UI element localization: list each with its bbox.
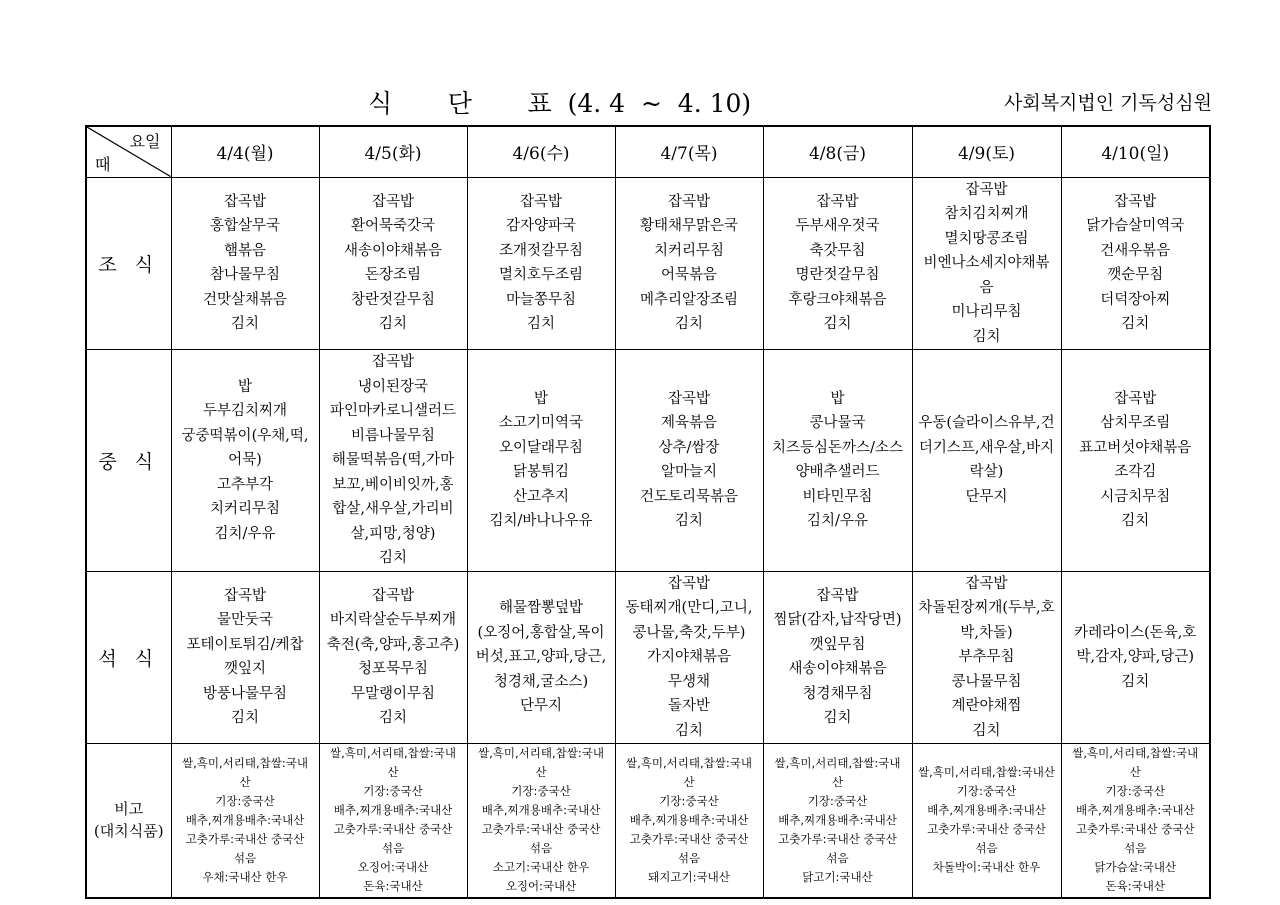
menu-item: 잡곡밥 (519, 193, 563, 210)
menu-item: 건새우볶음 (1100, 242, 1171, 259)
menu-item: 새송이야채볶음 (343, 242, 443, 259)
menu-item: 물만둣국 (216, 612, 274, 629)
menu-item: 방풍나물무침 (202, 685, 288, 702)
row-label-dinner: 석 식 (86, 571, 171, 744)
menu-cell (912, 571, 1061, 744)
origin-note-line: 기장:중국산 (807, 793, 868, 808)
menu-item: 김치 (1121, 316, 1150, 333)
menu-item: 김치 (526, 316, 555, 333)
origin-note-line: 돈육:국내산 (1105, 879, 1165, 894)
menu-item: 찜닭(감자,납작당면) (773, 612, 902, 629)
menu-item: 상추/쌈장 (658, 439, 720, 456)
menu-item: 계란야채찜 (951, 698, 1022, 714)
menu-item: 박,감자,양파,당근) (1076, 649, 1195, 665)
meal-time-label: 때 (95, 154, 111, 174)
origin-note-line: 기장:중국산 (659, 793, 719, 808)
menu-cell (171, 571, 319, 744)
menu-item: 차돌된장찌개(두부,호 (918, 600, 1055, 616)
menu-item: 조각김 (1114, 464, 1157, 481)
origin-note-line: 배추,찌개용배추:국내산 (927, 803, 1046, 818)
page-title: 식 단 표 (4. 4 ~ 4. 10) (368, 89, 752, 118)
menu-item: 김치/바나나우유 (489, 513, 593, 530)
menu-item: 시금치무침 (1100, 488, 1171, 505)
origin-note-line: 산 (239, 774, 251, 789)
menu-item: 잡곡밥 (1114, 193, 1157, 210)
notes-label-line: 비고 (114, 800, 144, 819)
origin-note-line: 쌀,흑미,서리태,찹쌀:국내 (330, 746, 456, 761)
menu-item: 삼치무조림 (1100, 415, 1171, 432)
menu-cell (1061, 177, 1210, 350)
menu-item: 마늘쫑무침 (505, 291, 577, 308)
origin-note-line: 돼지고기:국내산 (648, 869, 730, 884)
menu-item: 동태찌개(만디,고니, (625, 600, 753, 616)
menu-item: 밥 (533, 390, 548, 407)
menu-item: 건도토리묵볶음 (639, 488, 739, 505)
menu-item: 명란젓갈무침 (795, 267, 880, 284)
row-label-lunch: 중 식 (86, 350, 171, 572)
dinner-row (86, 571, 1210, 744)
corner-cell (86, 126, 171, 177)
menu-item: 오이달래무침 (498, 439, 584, 456)
menu-cell (763, 571, 912, 744)
day-header: 4/5(화) (319, 126, 467, 177)
origin-note-line: 쌀,흑미,서리태,찹쌀:국내 (1072, 746, 1199, 761)
origin-note-line: 산 (535, 765, 547, 780)
menu-item: 청경채무침 (802, 685, 873, 702)
menu-item: 닭가슴살미역국 (1086, 218, 1185, 235)
menu-item: 치즈등심돈까스/소스 (772, 439, 903, 456)
menu-item: 냉이된장국 (357, 378, 429, 395)
menu-item: 잡곡밥 (965, 181, 1008, 198)
menu-item: 잡곡밥 (223, 587, 267, 604)
menu-cell (171, 177, 319, 350)
menu-item: 밥 (830, 390, 845, 407)
menu-item: 잡곡밥 (223, 193, 267, 210)
origin-note-line: 쌀,흑미,서리태,찹쌀:국내 (774, 755, 901, 770)
menu-item: 잡곡밥 (371, 354, 415, 370)
menu-item: 잡곡밥 (371, 587, 415, 604)
menu-cell (171, 350, 319, 572)
origin-note-line: 닭가슴살:국내산 (1094, 860, 1177, 875)
menu-item: 햄볶음 (223, 242, 267, 259)
menu-item: 김치 (674, 513, 703, 530)
menu-item: 황태채무맑은국 (639, 218, 739, 235)
origin-note-line: 쌀,흑미,서리태,찹쌀:국내 (478, 746, 604, 761)
menu-item: 미나리무침 (951, 304, 1022, 320)
menu-item: 살,피망,청양) (350, 525, 436, 542)
menu-item: 콩나물국 (809, 415, 866, 432)
menu-item: 궁중떡볶이(우채,떡, (181, 427, 309, 444)
origin-note-line: 고춧가루:국내산 중국산 (927, 822, 1046, 837)
origin-note-cell (615, 744, 763, 898)
menu-item: 잡곡밥 (667, 390, 711, 407)
menu-item: 김치 (972, 328, 1001, 345)
menu-item: 김치 (378, 710, 407, 727)
menu-item: 깻잎지 (223, 661, 267, 678)
menu-item: 잡곡밥 (965, 575, 1008, 592)
origin-note-line: 오징어:국내산 (505, 879, 577, 894)
breakfast-row (86, 177, 1210, 350)
menu-item: 양배추샐러드 (795, 464, 880, 481)
menu-item: 고추부각 (216, 476, 274, 493)
menu-cell (319, 350, 467, 572)
notes-label-supplier: (대치식품) (93, 822, 164, 841)
menu-cell (1061, 571, 1210, 744)
menu-item: 잡곡밥 (667, 575, 711, 592)
origin-note-line: 쌀,흑미,서리태,찹쌀:국내 (182, 755, 308, 770)
menu-item: 해물떡볶음(떡,가마 (331, 452, 455, 468)
menu-item: 단무지 (519, 698, 563, 714)
menu-item: 비타민무침 (802, 488, 873, 505)
menu-item: 참치김치찌개 (944, 206, 1029, 222)
origin-note-line: 우채:국내산 한우 (202, 869, 288, 884)
menu-item: 홍합살무국 (209, 218, 281, 235)
origin-note-line: 기장:중국산 (363, 784, 423, 799)
menu-item: 우동(슬라이스유부,건 (918, 415, 1055, 432)
menu-item: 참나물무침 (209, 267, 281, 284)
menu-item: 음 (979, 279, 994, 296)
menu-item: 잡곡밥 (667, 193, 711, 210)
origin-note-line: 기장:중국산 (956, 784, 1017, 799)
origin-note-line: 배추,찌개용배추:국내산 (481, 803, 601, 818)
menu-item: 감자양파국 (505, 218, 577, 235)
menu-item: 축전(축,양파,홍고추) (326, 636, 460, 653)
menu-item: 산고추지 (512, 488, 570, 505)
menu-item: 두부김치찌개 (202, 403, 288, 419)
origin-note-line: 산 (831, 774, 844, 789)
origin-note-line: 고춧가루:국내산 중국산 (333, 822, 453, 837)
menu-item: 김치 (1121, 513, 1150, 530)
menu-item: 잡곡밥 (371, 193, 415, 210)
menu-item: 포테이토튀김/케찹 (186, 636, 304, 653)
menu-item: 청포묵무침 (357, 661, 429, 678)
menu-item: 잡곡밥 (816, 193, 859, 210)
menu-item: 잡곡밥 (1114, 390, 1157, 407)
origin-note-line: 차돌박이:국내산 한우 (932, 860, 1041, 875)
menu-item: 김치/우유 (807, 513, 868, 530)
menu-cell (467, 350, 615, 572)
menu-item: 김치 (823, 316, 852, 333)
origin-note-line: 섞음 (826, 850, 849, 865)
menu-item: 합살,새우살,가리비 (332, 501, 454, 517)
origin-note-line: 섞음 (381, 841, 405, 856)
origin-note-line: 고춧가루:국내산 중국산 (1075, 822, 1195, 837)
menu-cell (319, 177, 467, 350)
origin-note-line: 배추,찌개용배추:국내산 (185, 812, 305, 827)
origin-note-line: 오징어:국내산 (357, 860, 429, 875)
menu-item: 비름나물무침 (350, 427, 436, 444)
origin-note-line: 산 (387, 765, 399, 780)
day-header: 4/6(수) (467, 126, 615, 177)
origin-note-line: 소고기:국내산 한우 (492, 860, 590, 875)
menu-item: 멸치호두조림 (498, 267, 584, 284)
menu-item: 깻잎무침 (809, 636, 866, 653)
menu-item: 김치 (674, 316, 703, 333)
menu-cell (763, 350, 912, 572)
origin-note-line: 산 (683, 774, 695, 789)
menu-item: 치커리무침 (653, 242, 725, 259)
origin-note-line: 섞음 (529, 841, 553, 856)
organization-name: 사회복지법인 기독성심원 (1004, 92, 1212, 114)
menu-item: 김치 (972, 722, 1001, 739)
menu-item: 버섯,표고,양파,당근, (475, 649, 607, 665)
origin-note-line: 고춧가루:국내산 중국산 (778, 831, 897, 846)
menu-item: 무말랭이무침 (350, 685, 436, 702)
menu-item: 청경채,굴소스) (493, 673, 589, 690)
origin-note-line: 고춧가루:국내산 중국산 (629, 831, 749, 846)
origin-note-line: 쌀,흑미,서리태,찹쌀:국내 (626, 755, 752, 770)
origin-note-cell (319, 744, 467, 898)
menu-item: 어묵) (228, 452, 262, 468)
origin-note-line: 기장:중국산 (511, 784, 571, 799)
origin-note-line: 고춧가루:국내산 중국산 (185, 831, 305, 846)
menu-item: 김치 (378, 316, 407, 333)
menu-item: 치커리무침 (209, 501, 281, 517)
weekday-label: 요일 (129, 132, 161, 151)
menu-item: 김치 (823, 710, 852, 727)
menu-item: 무생채 (667, 673, 711, 690)
menu-item: 건맛살채볶음 (202, 291, 288, 308)
menu-item: 가지야채볶음 (646, 649, 732, 665)
menu-item: 콩나물무침 (951, 673, 1022, 690)
day-header: 4/4(월) (171, 126, 319, 177)
day-header: 4/8(금) (763, 126, 912, 177)
menu-item: 돌자반 (667, 698, 711, 714)
row-label-notes (86, 744, 171, 898)
menu-cell (467, 177, 615, 350)
origin-note-line: 배추,찌개용배추:국내산 (778, 812, 897, 827)
notes-row (86, 744, 1210, 898)
menu-item: (오징어,홍합살,목이 (477, 624, 605, 641)
origin-note-line: 쌀,흑미,서리태,찹쌀:국내산 (917, 765, 1056, 780)
origin-note-cell (467, 744, 615, 898)
origin-note-line: 배추,찌개용배추:국내산 (333, 803, 453, 818)
origin-note-line: 섞음 (677, 850, 701, 865)
menu-item: 어묵볶음 (660, 267, 718, 284)
row-label-breakfast: 조 식 (86, 177, 171, 350)
origin-note-line: 섞음 (975, 841, 998, 856)
menu-item: 바지락살순두부찌개 (329, 612, 457, 629)
menu-item: 김치 (230, 316, 259, 333)
menu-item: 김치/우유 (214, 525, 276, 542)
origin-note-line: 기장:중국산 (215, 793, 275, 808)
header-row (86, 126, 1210, 177)
menu-item: 해물짬뽕덮밥 (498, 600, 584, 616)
origin-note-line: 돈육:국내산 (363, 879, 423, 894)
menu-item: 제육볶음 (660, 415, 718, 432)
menu-item: 더기스프,새우살,바지 (918, 439, 1055, 456)
origin-note-line: 배추,찌개용배추:국내산 (1075, 803, 1195, 818)
menu-item: 닭봉튀김 (512, 464, 570, 481)
origin-note-line: 고춧가루:국내산 중국산 (481, 822, 601, 837)
menu-item: 새송이야채볶음 (788, 661, 887, 678)
menu-item: 콩나물,축갓,두부) (632, 624, 746, 641)
menu-item: 비엔나소세지야채볶 (923, 255, 1050, 271)
day-header: 4/9(토) (912, 126, 1061, 177)
menu-item: 박,차돌) (960, 624, 1013, 641)
menu-item: 메추리알장조림 (639, 291, 739, 308)
menu-cell (615, 571, 763, 744)
menu-item: 후랑크야채볶음 (788, 291, 887, 308)
menu-item: 창란젓갈무침 (350, 291, 436, 308)
origin-note-line: 섞음 (233, 850, 257, 865)
menu-item: 김치 (230, 710, 259, 727)
menu-item: 축갓무침 (809, 242, 866, 259)
menu-item: 락살) (969, 464, 1004, 481)
menu-cell (912, 350, 1061, 572)
menu-item: 김치 (378, 550, 407, 566)
menu-item: 더덕장아찌 (1100, 291, 1171, 308)
menu-cell (763, 177, 912, 350)
menu-item: 두부새우젓국 (795, 218, 880, 235)
origin-note-line: 섞음 (1124, 841, 1147, 856)
origin-note-line: 닭고기:국내산 (802, 869, 873, 884)
menu-cell (1061, 350, 1210, 572)
menu-item: 표고버섯야채볶음 (1079, 439, 1192, 456)
origin-note-cell (763, 744, 912, 898)
origin-note-line: 산 (1129, 765, 1141, 780)
menu-item: 보꼬,베이비잇까,홍 (332, 476, 454, 493)
origin-note-cell (912, 744, 1061, 898)
day-header: 4/10(일) (1061, 126, 1210, 177)
origin-note-cell (1061, 744, 1210, 898)
menu-item: 부추무침 (958, 649, 1015, 665)
menu-item: 단무지 (965, 488, 1008, 505)
menu-item: 환어묵죽갓국 (350, 218, 436, 235)
menu-item: 김치 (1121, 673, 1150, 690)
menu-item: 조개젓갈무침 (498, 242, 584, 259)
menu-item: 돈장조림 (364, 267, 422, 284)
menu-item: 멸치땅콩조림 (944, 230, 1029, 247)
menu-cell (615, 350, 763, 572)
menu-cell (319, 571, 467, 744)
origin-note-line: 배추,찌개용배추:국내산 (629, 812, 749, 827)
menu-item: 파인마카로니샐러드 (329, 403, 457, 419)
menu-cell (467, 571, 615, 744)
day-header: 4/7(목) (615, 126, 763, 177)
menu-cell (615, 177, 763, 350)
origin-note-line: 기장:중국산 (1105, 784, 1165, 799)
menu-item: 소고기미역국 (498, 415, 584, 432)
menu-item: 알마늘지 (660, 464, 718, 481)
menu-item: 카레라이스(돈육,호 (1074, 624, 1197, 641)
lunch-row (86, 350, 1210, 572)
origin-note-cell (171, 744, 319, 898)
menu-table (85, 125, 1211, 899)
menu-item: 밥 (237, 378, 252, 395)
menu-item: 김치 (674, 722, 703, 739)
menu-item: 깻순무침 (1107, 267, 1164, 284)
menu-cell (912, 177, 1061, 350)
menu-item: 잡곡밥 (816, 587, 859, 604)
